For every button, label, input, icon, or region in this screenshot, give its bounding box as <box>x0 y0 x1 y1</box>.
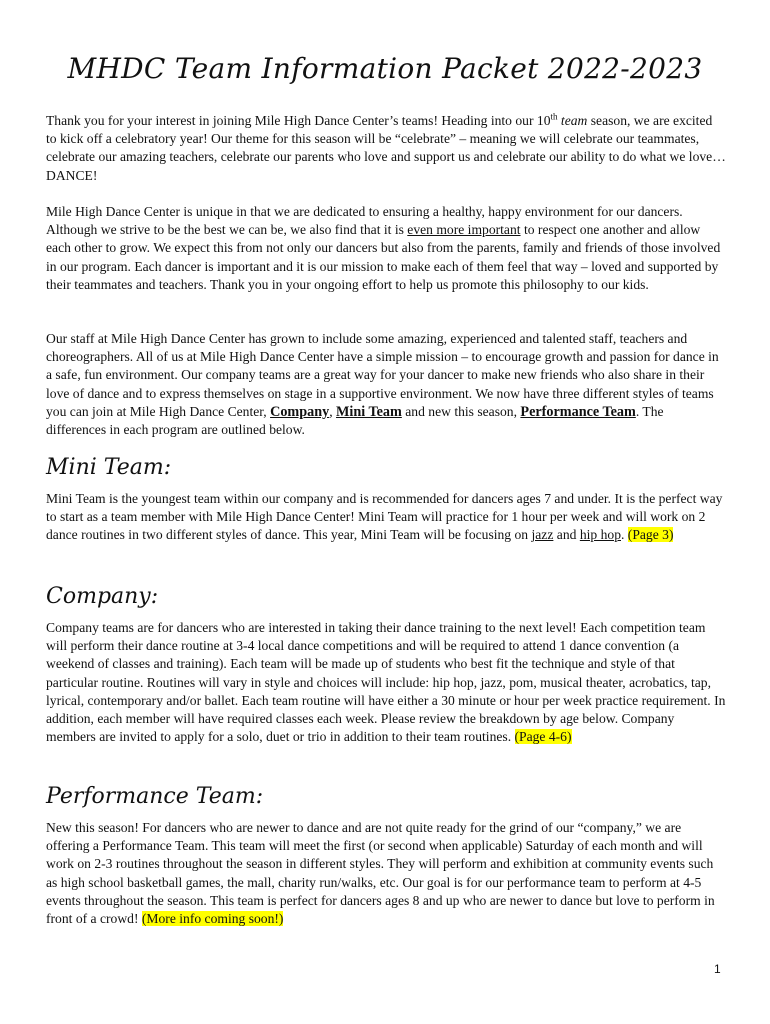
company-text: Company teams are for dancers who are interested in taking their dance training to the next level! Each competition team will perform their dance routine at 3-4 local dance competitions and will be required to attend 1 dance convention (a weekend of classes and training). Each team will be made up of students who best fit the technique and style of that particular routine. Routines will vary in style and choices will include: hip hop, jazz, pom, musical theater, acrobatics, tap, lyrical, contemporary and/or ballet. Each team routine will have either a 30 minute or hour per week practice requirement. In addition, each member will have required classes each week. Please review the breakdown by age below. Company members are invited to apply for a solo, duet or trio in addition to their team routines. <box>46 620 726 745</box>
mini-team-paragraph <box>46 490 726 545</box>
mini-team-and: and <box>553 527 580 543</box>
company-page-ref: (Page 4-6) <box>514 729 572 745</box>
mini-team-page-ref: (Page 3) <box>627 527 674 543</box>
mini-team-hiphop: hip hop <box>579 527 621 543</box>
intro-p3-mid: and new this season, <box>401 403 521 419</box>
intro-p1-text-b: season, we are excited to kick off a celebratory year! Our theme for this season will be “celebrate” – meaning we will celebrate our teammates, celebrate our amazing teachers, celebrate our parents who love and support us and celebrate our ability to do what we love… DANCE! <box>46 113 726 183</box>
intro-p3-end: . The differences in each program are outlined below. <box>46 403 664 438</box>
intro-p3-text-a: Our staff at Mile High Dance Center has grown to include some amazing, experienced and talented staff, teachers and choreographers. All of us at Mile High Dance Center have a simple mission – to encourage growth and passion for dance in a safe, fun environment. Our company teams are a great way for your dancer to make new friends who also share in their love of dance and to express themselves on stage in a supportive environment. We now have three different styles of teams you can join at Mile High Dance Center, <box>46 331 719 419</box>
mini-team-text: Mini Team is the youngest team within our company and is recommended for dancers ages 7 and under. It is the perfect way to start as a team member with Mile High Dance Center! Mini Team will practice for 1 hour per week and will work on 2 dance routines in two different styles of dance. This year, Mini Team will be focusing on <box>46 491 723 543</box>
performance-team-paragraph <box>46 819 726 928</box>
performance-text: New this season! For dancers who are newer to dance and are not quite ready for the grind of our “company,” we are offering a Performance Team. This team will meet the first (or second when applicable) Saturday of each month and will work on 2-3 routines throughout the season in different styles. They will perform and exhibition at community events such as high school basketball games, the mall, charity run/walks, etc. Our goal is for our performance team to perform at 4-5 events throughout the season. This team is perfect for dancers ages 8 and up who are newer to dance but love to perform in front of a crowd! <box>46 820 715 927</box>
company-link-text: Company <box>270 403 330 420</box>
intro-paragraph-2 <box>46 203 726 294</box>
intro-p2-text-a: Mile High Dance Center is unique in that we are dedicated to ensuring a healthy, happy environment for our dancers. Although we strive to be the best we can be, we also find that it is <box>46 204 683 238</box>
page-title: MHDC Team Information Packet 2022-2023 <box>67 52 703 85</box>
performance-team-link-text: Performance Team <box>520 403 636 420</box>
company-heading: Company: <box>46 584 159 609</box>
intro-p1-superscript: th <box>550 111 558 122</box>
intro-p2-text-b: to respect one another and allow each other to grow. We expect this from not only our dancers but also from the parents, family and friends of those involved in our program. Each dancer is important and it is our mission to make each of them feel that way – loved and supported by their teammates and teachers. Thank you in your ongoing effort to help us promote this philosophy to our kids. <box>46 222 721 292</box>
intro-p3-comma: , <box>329 403 337 419</box>
intro-p2-underlined: even more important <box>407 222 521 238</box>
intro-paragraph-1 <box>46 112 726 185</box>
mini-team-link-text: Mini Team <box>336 403 402 420</box>
performance-more-info: (More info coming soon!) <box>141 911 284 927</box>
mini-team-dot: . <box>621 527 628 543</box>
company-paragraph <box>46 619 726 746</box>
mini-team-heading: Mini Team: <box>46 455 172 480</box>
intro-p1-emphasis: team <box>560 113 588 128</box>
intro-p1-text-a: Thank you for your interest in joining Mile High Dance Center’s teams! Heading into our 10 <box>46 113 551 128</box>
performance-team-heading: Performance Team: <box>46 784 264 809</box>
page-number: 1 <box>714 962 721 976</box>
mini-team-jazz: jazz <box>531 527 554 543</box>
intro-paragraph-3 <box>46 330 726 439</box>
